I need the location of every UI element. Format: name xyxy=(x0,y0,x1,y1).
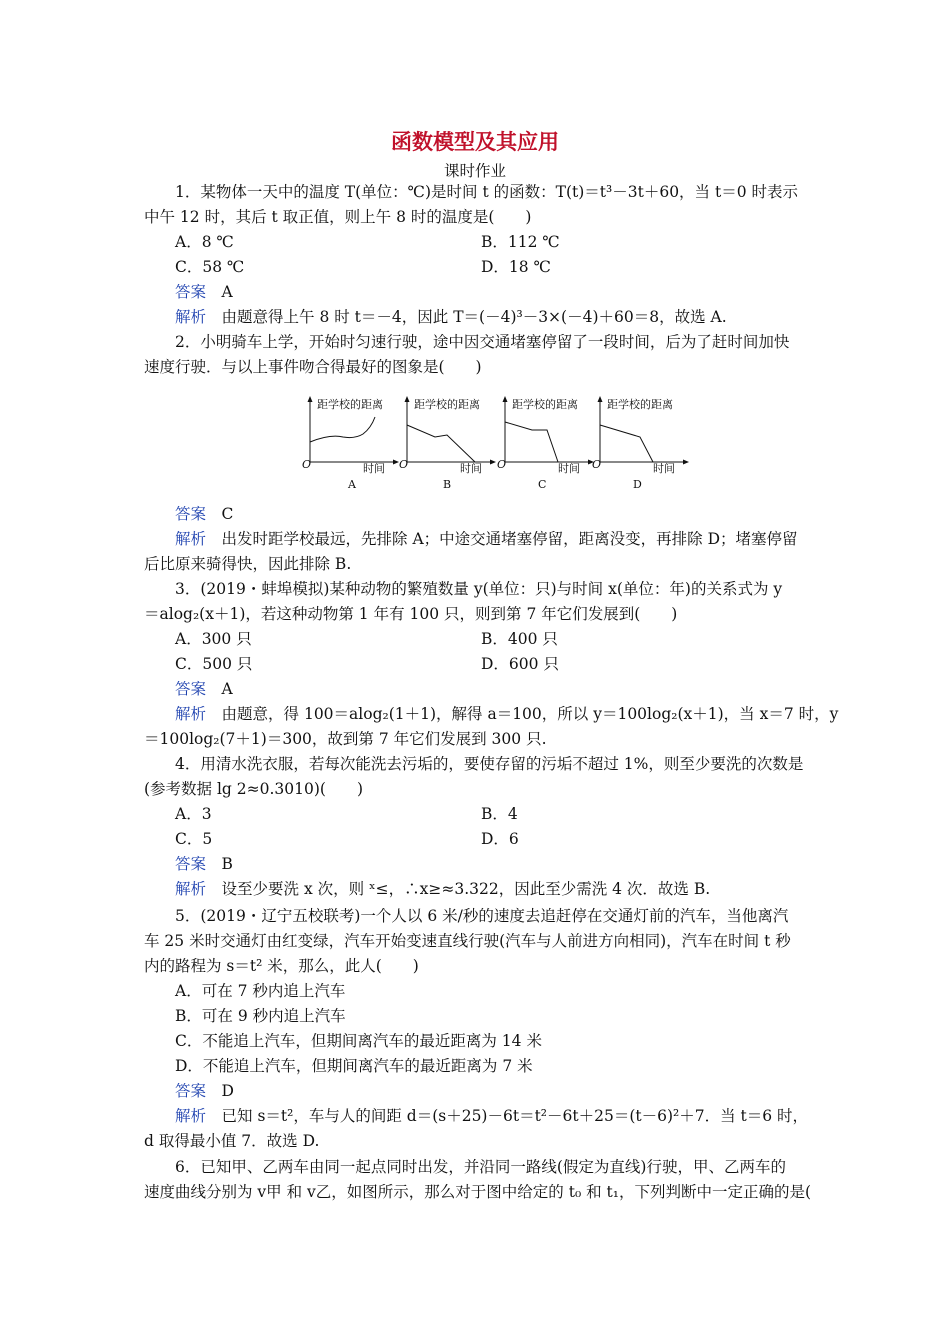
analysis-label: 解析 xyxy=(175,308,207,326)
q6-line1: 6．已知甲、乙两车由同一起点同时出发，并沿同一路线(假定为直线)行驶，甲、乙两车的 xyxy=(175,1158,786,1176)
q4-option-b: B．4 xyxy=(481,805,518,823)
q2-line1: 2．小明骑车上学，开始时匀速行驶，途中因交通堵塞停留了一段时间，后为了赶时间加快 xyxy=(175,333,790,351)
answer-label: 答案 xyxy=(175,855,207,873)
page-title: 函数模型及其应用 xyxy=(391,129,559,154)
answer-label: 答案 xyxy=(175,680,207,698)
graph-c-ylabel: 距学校的距离 xyxy=(512,398,578,411)
q4-analysis xyxy=(175,879,710,899)
graph-c xyxy=(497,396,594,491)
q4-line2: (参考数据 lg 2≈0.3010)( ) xyxy=(144,780,364,798)
graph-a-origin: O xyxy=(302,458,312,471)
q3-option-a: A．300 只 xyxy=(175,630,252,648)
q1-line1: 1．某物体一天中的温度 T(单位：℃)是时间 t 的函数：T(t)＝t³－3t＋60，当 t＝0 时表示 xyxy=(175,183,799,201)
q4-answer xyxy=(175,854,233,874)
analysis-label: 解析 xyxy=(175,530,207,548)
q4-option-d: D．6 xyxy=(481,830,519,848)
analysis-label: 解析 xyxy=(175,1107,207,1125)
graph-b-label: B xyxy=(443,478,452,491)
q3-option-c: C．500 只 xyxy=(175,655,253,673)
graph-c-origin: O xyxy=(497,458,507,471)
graph-c-label: C xyxy=(538,478,547,491)
q2-graphs xyxy=(295,392,695,492)
q2-analysis xyxy=(175,529,798,549)
q5-analysis-text1: 已知 s＝t²，车与人的间距 d＝(s＋25)－6t＝t²－6t＋25＝(t－6)²＋7．当 t＝6 时， xyxy=(221,1107,809,1125)
graph-a-ylabel: 距学校的距离 xyxy=(317,398,383,411)
graph-d-label: D xyxy=(633,478,642,491)
graph-a-xlabel: 时间 xyxy=(363,462,385,475)
q2-answer-value: C xyxy=(221,505,234,523)
q5-answer xyxy=(175,1081,234,1101)
graph-b xyxy=(399,396,496,491)
q2-line2: 速度行驶．与以上事件吻合得最好的图象是( ) xyxy=(144,358,482,376)
q1-answer-value: A xyxy=(221,283,233,301)
q1-option-a: A．8 ℃ xyxy=(175,233,234,251)
q5-line2: 车 25 米时交通灯由红变绿，汽车开始变速直线行驶(汽车与人前进方向相同)，汽车在时间 t 秒 xyxy=(144,932,791,950)
q5-option-c: C．不能追上汽车，但期间离汽车的最近距离为 14 米 xyxy=(175,1032,542,1050)
q3-answer-value: A xyxy=(221,680,233,698)
q5-line3: 内的路程为 s＝t² 米，那么，此人( ) xyxy=(144,957,419,975)
answer-label: 答案 xyxy=(175,1082,207,1100)
graph-a-label: A xyxy=(348,478,356,491)
graph-b-xlabel: 时间 xyxy=(460,462,482,475)
answer-label: 答案 xyxy=(175,505,207,523)
q2-answer xyxy=(175,504,233,524)
graph-d-xlabel: 时间 xyxy=(653,462,675,475)
graph-d-ylabel: 距学校的距离 xyxy=(607,398,673,411)
q5-option-b: B．可在 9 秒内追上汽车 xyxy=(175,1007,346,1025)
q1-option-c: C．58 ℃ xyxy=(175,258,245,276)
q1-answer xyxy=(175,282,233,302)
graph-d-origin: O xyxy=(592,458,602,471)
q4-option-a: A．3 xyxy=(175,805,212,823)
q3-answer xyxy=(175,679,233,699)
q1-analysis xyxy=(175,307,727,327)
q5-line1: 5．(2019・辽宁五校联考)一个人以 6 米/秒的速度去追赶停在交通灯前的汽车，当他离汽 xyxy=(175,907,789,925)
graph-b-origin: O xyxy=(399,458,409,471)
q4-option-c: C．5 xyxy=(175,830,213,848)
answer-label: 答案 xyxy=(175,283,207,301)
q3-line2: ＝alog₂(x＋1)，若这种动物第 1 年有 100 只，则到第 7 年它们发展到( ) xyxy=(144,605,678,623)
graph-a xyxy=(302,396,399,491)
graph-c-xlabel: 时间 xyxy=(558,462,580,475)
q5-analysis xyxy=(175,1106,808,1126)
graph-b-ylabel: 距学校的距离 xyxy=(414,398,480,411)
analysis-label: 解析 xyxy=(175,705,207,723)
analysis-label: 解析 xyxy=(175,880,207,898)
q3-analysis-line2: ＝100log₂(7＋1)＝300，故到第 7 年它们发展到 300 只. xyxy=(144,730,547,748)
q2-analysis-line2: 后比原来骑得快，因此排除 B. xyxy=(144,555,352,573)
q4-answer-value: B xyxy=(221,855,233,873)
q5-option-d: D．不能追上汽车，但期间离汽车的最近距离为 7 米 xyxy=(175,1057,533,1075)
q1-option-d: D．18 ℃ xyxy=(481,258,551,276)
q4-analysis-text: 设至少要洗 x 次，则 ˣ≤，∴x≥≈3.322，因此至少需洗 4 次．故选 B. xyxy=(221,880,711,898)
q4-line1: 4．用清水洗衣服，若每次能洗去污垢的，要使存留的污垢不超过 1%，则至少要洗的次数是 xyxy=(175,755,804,773)
q1-option-b: B．112 ℃ xyxy=(481,233,560,251)
q3-analysis-text1: 由题意，得 100＝alog₂(1＋1)，解得 a＝100，所以 y＝100log₂(x＋1)，当 x＝7 时，y xyxy=(221,705,839,723)
q6-line2: 速度曲线分别为 v甲 和 v乙，如图所示，那么对于图中给定的 t₀ 和 t₁，下列判断中一定正确的是( xyxy=(144,1183,812,1201)
q3-line1: 3．(2019・蚌埠模拟)某种动物的繁殖数量 y(单位：只)与时间 x(单位：年)的关系式为 y xyxy=(175,580,783,598)
page-subtitle: 课时作业 xyxy=(443,162,506,180)
graph-d xyxy=(592,396,689,491)
q5-analysis-line2: d 取得最小值 7．故选 D. xyxy=(144,1132,320,1150)
q3-option-b: B．400 只 xyxy=(481,630,558,648)
q1-line2: 中午 12 时，其后 t 取正值，则上午 8 时的温度是( ) xyxy=(144,208,532,226)
q3-analysis xyxy=(175,704,838,724)
q5-option-a: A．可在 7 秒内追上汽车 xyxy=(175,982,346,1000)
q5-answer-value: D xyxy=(221,1082,234,1100)
q1-analysis-text: 由题意得上午 8 时 t＝－4，因此 T＝(－4)³－3×(－4)＋60＝8，故选 A. xyxy=(221,308,727,326)
q3-option-d: D．600 只 xyxy=(481,655,559,673)
q2-analysis-text1: 出发时距学校最远，先排除 A；中途交通堵塞停留，距离没变，再排除 D；堵塞停留 xyxy=(221,530,798,548)
